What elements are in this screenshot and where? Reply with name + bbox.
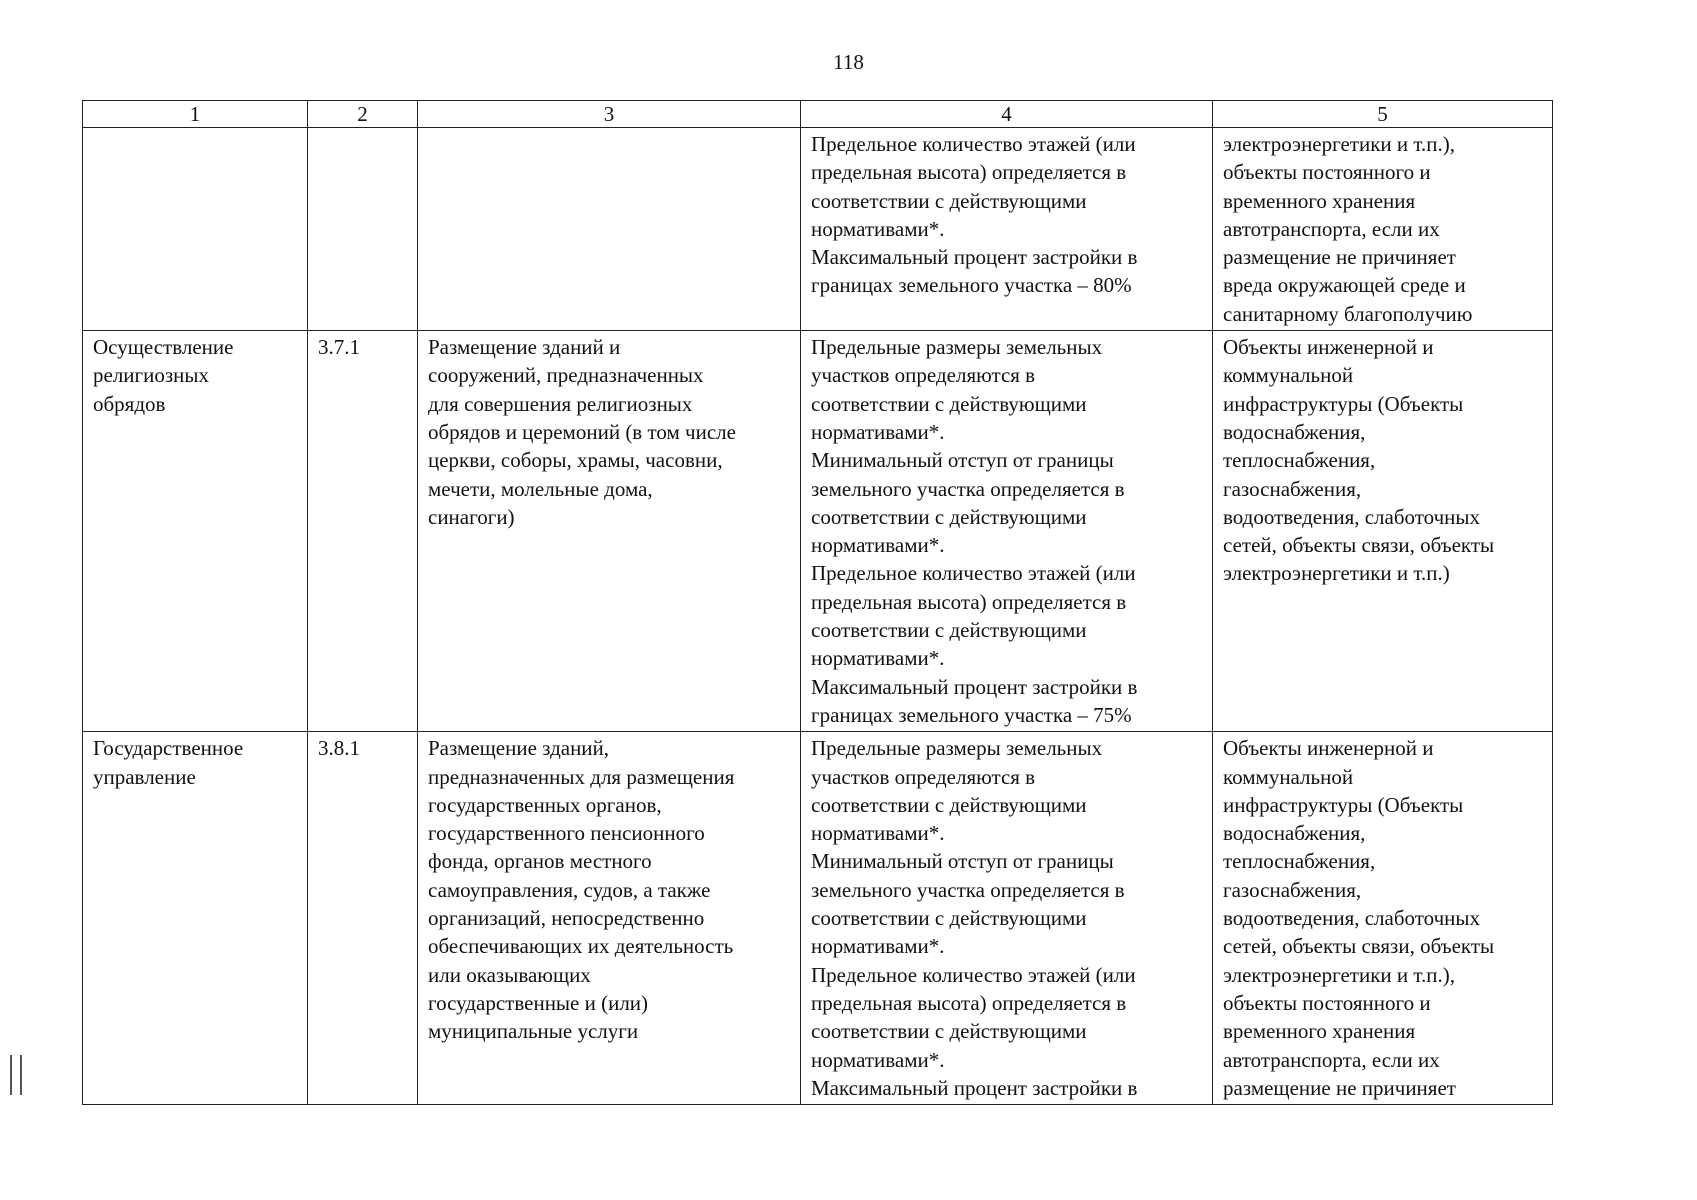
header-col-4: 4 [801,101,1213,128]
header-col-1: 1 [83,101,308,128]
cell-code [308,128,418,331]
cell-description [418,128,801,331]
cell-description: Размещение зданий и сооружений, предназначенных для совершения религиозных обрядов и церемоний (в том числе церкви, соборы, храмы, часовни, мечети, молельные дома, синагоги) [418,331,801,732]
header-col-2: 2 [308,101,418,128]
cell-auxiliary-uses: Объекты инженерной и коммунальной инфраструктуры (Объекты водоснабжения, теплоснабжения, газоснабжения, водоотведения, слаботочных сетей, объекты связи, объекты электроэнергетики и т.п.) [1213,331,1553,732]
cell-use-name: Осуществление религиозных обрядов [83,331,308,732]
header-row [83,101,1553,128]
cell-parameters: Предельное количество этажей (или предельная высота) определяется в соответствии с действующими нормативами*. Максимальный процент застройки в границах земельного участка – 80% [801,128,1213,331]
binding-mark [10,1055,22,1095]
cell-parameters: Предельные размеры земельных участков определяются в соответствии с действующими нормативами*. Минимальный отступ от границы земельного участка определяется в соответствии с действующими нормативами*. Предельное количество этажей (или предельная высота) определяется в соответствии с действующими нормативами*. Максимальный процент застройки в границах земельного участка – 75% [801,331,1213,732]
header-col-3: 3 [418,101,801,128]
table-row-continuation [83,128,1553,331]
cell-use-name [83,128,308,331]
cell-use-name: Государственное управление [83,732,308,1105]
cell-auxiliary-uses: Объекты инженерной и коммунальной инфраструктуры (Объекты водоснабжения, теплоснабжения, газоснабжения, водоотведения, слаботочных сетей, объекты связи, объекты электроэнергетики и т.п.), объекты постоянного и временного хранения автотранспорта, если их размещение не причиняет [1213,732,1553,1105]
cell-code: 3.8.1 [308,732,418,1105]
cell-auxiliary-uses: электроэнергетики и т.п.), объекты постоянного и временного хранения автотранспорта, если их размещение не причиняет вреда окружающей среде и санитарному благополучию [1213,128,1553,331]
page-number: 118 [833,50,864,74]
table-row-religious [83,331,1553,732]
cell-code: 3.7.1 [308,331,418,732]
regulations-table [82,100,1553,1105]
cell-description: Размещение зданий, предназначенных для размещения государственных органов, государственного пенсионного фонда, органов местного самоуправления, судов, а также организаций, непосредственно обеспечивающих их деятельность или оказывающих государственные и (или) муниципальные услуги [418,732,801,1105]
table-row-government [83,732,1553,1105]
header-col-5: 5 [1213,101,1553,128]
cell-parameters: Предельные размеры земельных участков определяются в соответствии с действующими нормативами*. Минимальный отступ от границы земельного участка определяется в соответствии с действующими нормативами*. Предельное количество этажей (или предельная высота) определяется в соответствии с действующими нормативами*. Максимальный процент застройки в [801,732,1213,1105]
